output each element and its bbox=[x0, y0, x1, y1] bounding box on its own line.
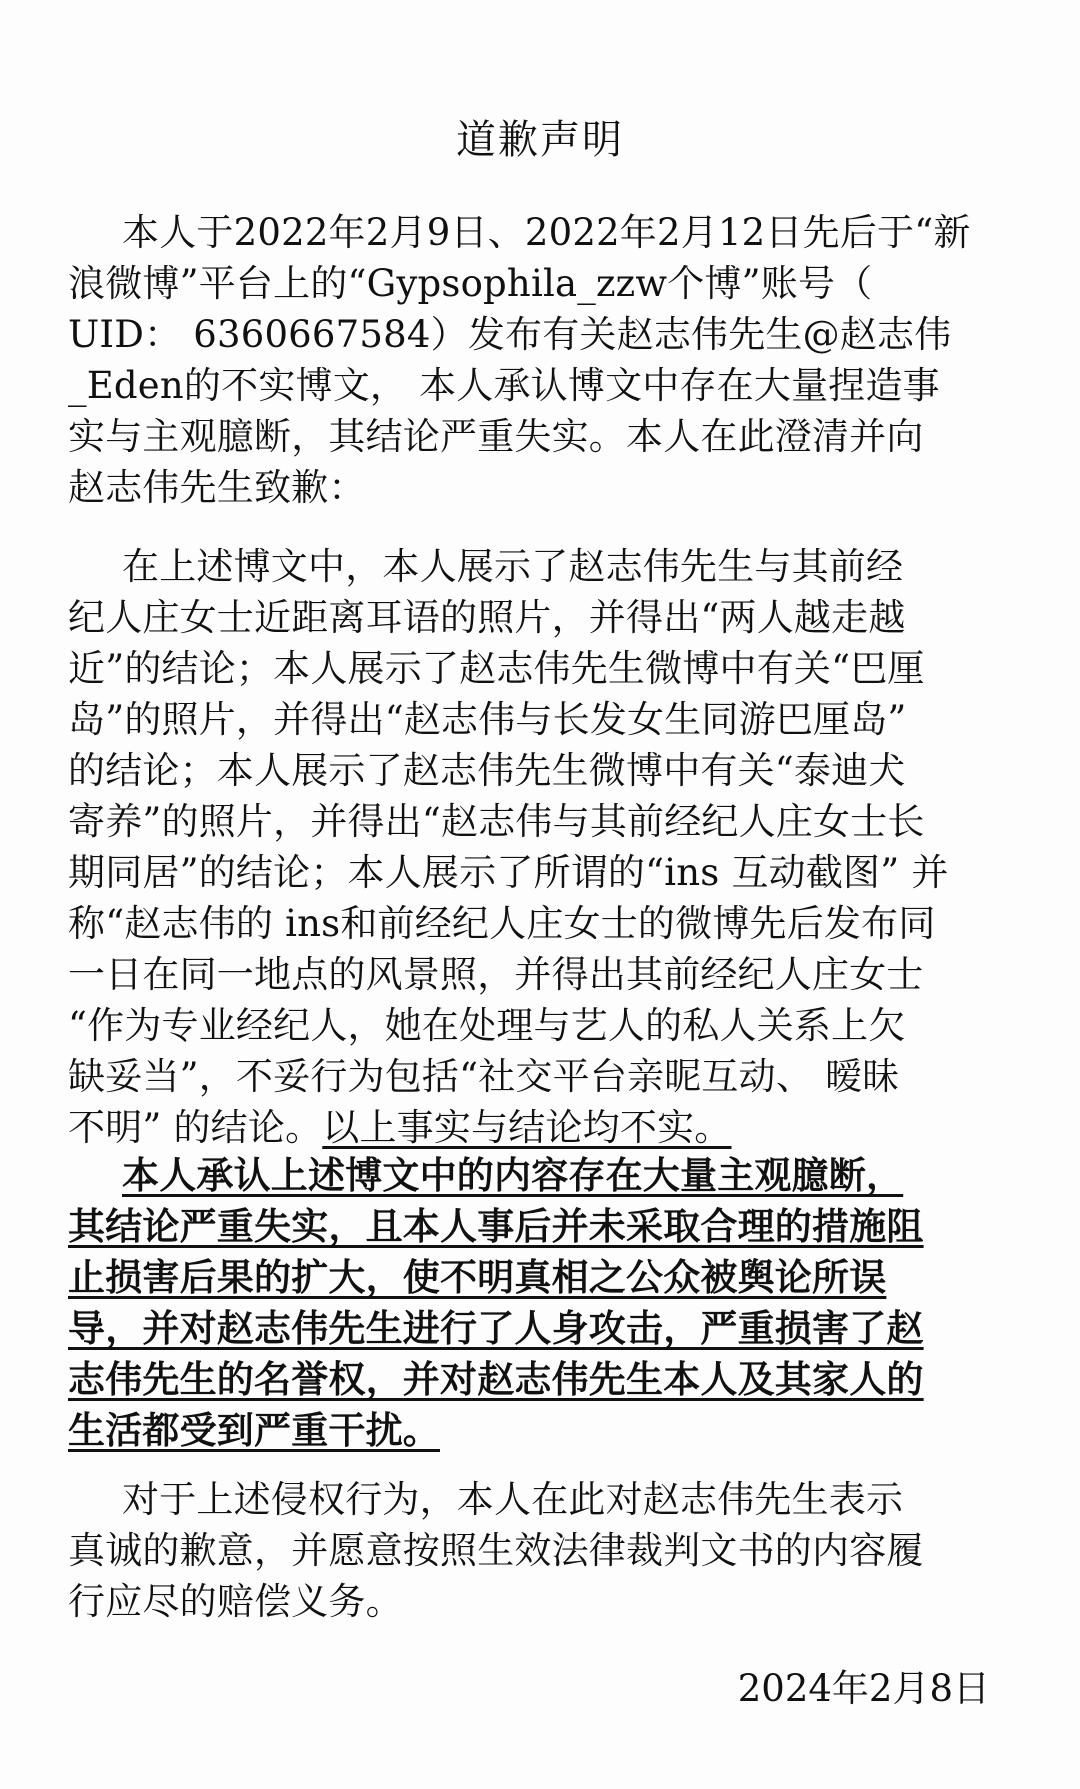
text-line: 浪微博”平台上的“Gypsophila_zzw个博”账号（ bbox=[68, 262, 873, 305]
text-line: 期同居”的结论；本人展示了所谓的“ins 互动截图” 并 bbox=[68, 851, 949, 894]
text-line: 本人于2022年2月9日、2022年2月12日先后于“新 bbox=[122, 211, 971, 254]
text-line: 赵志伟先生致歉： bbox=[68, 466, 366, 509]
text-line: 在上述博文中，本人展示了赵志伟先生与其前经 bbox=[122, 545, 904, 588]
underlined-line: 导，并对赵志伟先生进行了人身攻击，严重损害了赵 bbox=[68, 1306, 924, 1350]
text-line: 行应尽的赔偿义务。 bbox=[68, 1580, 403, 1623]
text-line: 寄养”的照片，并得出“赵志伟与其前经纪人庄女士长 bbox=[68, 800, 925, 843]
text-line: 缺妥当”，不妥行为包括“社交平台亲昵互动、 暧昧 bbox=[68, 1055, 900, 1098]
statement-title: 道歉声明 bbox=[456, 117, 624, 163]
text-line: 对于上述侵权行为，本人在此对赵志伟先生表示 bbox=[122, 1478, 904, 1521]
text-line: UID： 6360667584）发布有关赵志伟先生@赵志伟 bbox=[68, 313, 952, 356]
underlined-line: 本人承认上述博文中的内容存在大量主观臆断， bbox=[122, 1153, 904, 1197]
underlined-line: 止损害后果的扩大，使不明真相之公众被舆论所误 bbox=[68, 1255, 887, 1299]
text-line: _Eden的不实博文， 本人承认博文中存在大量捏造事 bbox=[68, 364, 940, 407]
text-line: 真诚的歉意，并愿意按照生效法律裁判文书的内容履 bbox=[68, 1529, 924, 1572]
paragraph-details bbox=[68, 541, 1004, 1153]
underlined-line: 其结论严重失实，且本人事后并未采取合理的措施阻 bbox=[68, 1204, 924, 1248]
text-line: 实与主观臆断，其结论严重失实。本人在此澄清并向 bbox=[68, 415, 924, 458]
text-segment: 不明” 的结论。 bbox=[68, 1106, 323, 1149]
text-line: 称“赵志伟的 ins和前经纪人庄女士的微博先后发布同 bbox=[68, 902, 936, 945]
underlined-line: 生活都受到严重干扰。 bbox=[68, 1408, 440, 1452]
text-line: 岛”的照片，并得出“赵志伟与长发女生同游巴厘岛” bbox=[68, 698, 907, 741]
text-line bbox=[68, 1102, 1004, 1153]
statement-date: 2024年2月8日 bbox=[737, 1667, 990, 1710]
text-line: 近”的结论；本人展示了赵志伟先生微博中有关“巴厘 bbox=[68, 647, 925, 690]
paragraph-apology bbox=[68, 1474, 1004, 1627]
underlined-conclusion: 以上事实与结论均不实。 bbox=[322, 1106, 732, 1149]
text-line: 的结论；本人展示了赵志伟先生微博中有关“泰迪犬 bbox=[68, 749, 906, 792]
text-line: 一日在同一地点的风景照，并得出其前经纪人庄女士 bbox=[68, 953, 924, 996]
text-line: 纪人庄女士近距离耳语的照片，并得出“两人越走越 bbox=[68, 596, 906, 639]
paragraph-intro bbox=[68, 207, 1004, 513]
text-line: “作为专业经纪人，她在处理与艺人的私人关系上欠 bbox=[68, 1004, 906, 1047]
paragraph-admission bbox=[68, 1150, 1004, 1456]
underlined-line: 志伟先生的名誉权，并对赵志伟先生本人及其家人的 bbox=[68, 1357, 924, 1401]
